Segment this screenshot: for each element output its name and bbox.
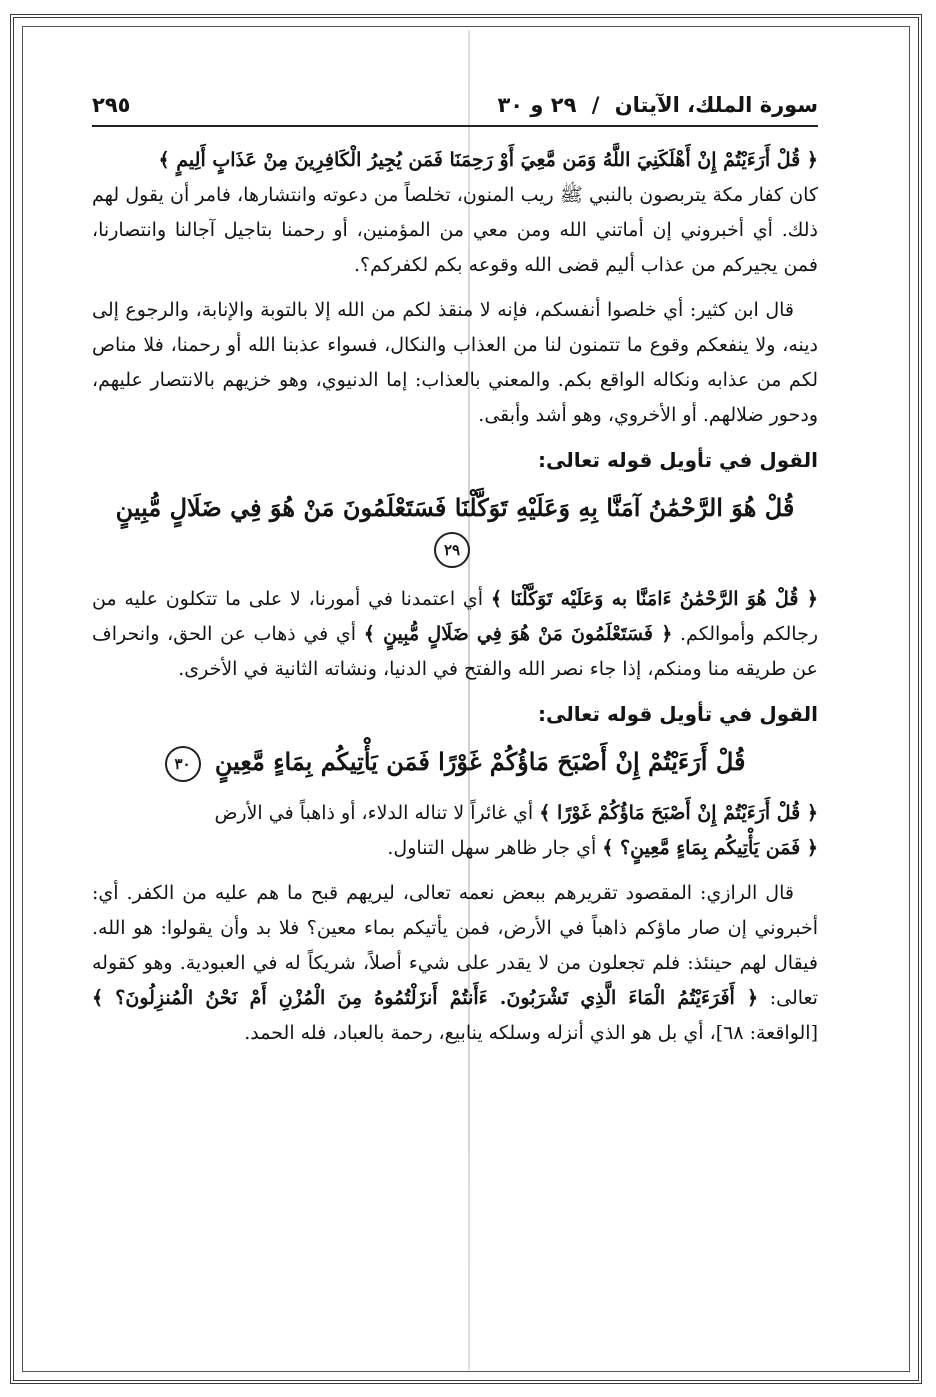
section-heading-29: القول في تأويل قوله تعالى:: [538, 448, 818, 472]
commentary-text: أي في ذهاب عن الحق، وانحراف عن طريقه منا ومنكم، إذا جاء نصر الله والفتح في الدنيا، ونشاته الثانية في الأخرى.: [92, 623, 818, 680]
verse-30: [92, 742, 818, 782]
paragraph-razi: [92, 876, 818, 1051]
verse-text: قُلْ هُوَ الرَّحْمَٰنُ آمَنَّا بِهِ وَعَلَيْهِ تَوَكَّلْنَا فَسَتَعْلَمُونَ مَنْ هُوَ فِي ضَلَالٍ مُّبِينٍ: [115, 493, 795, 522]
quran-quote: ﴿ أَفَرَءَيْتُمُ الْمَاءَ الَّذِي تَشْرَبُونَ. ءَأَنتُمْ أَنزَلْتُمُوهُ مِنَ الْمُزْنِ أَمْ نَحْنُ الْمُنزِلُونَ؟ ﴾: [92, 987, 759, 1009]
running-header: [92, 88, 818, 127]
quran-quote: ﴿ فَمَن يَأْتِيكُم بِمَاءٍ مَّعِينٍ؟ ﴾: [602, 837, 818, 859]
commentary-text: قال الرازي: المقصود تقريرهم ببعض نعمه تعالى، ليريهم قبح ما هم عليه من الكفر. أي: أخبروني إن صار ماؤكم ذاهباً في الأرض، فمن يأتيكم بماء معين؟ فلا بد وأن يقولوا: هو الله. فيقال لهم حينئذ: فلم تجعلون من لا يقدر على شيء أصلاً، شريكاً له في العبودية. وهو كقوله تعالى:: [92, 882, 818, 1009]
ayah-number-marker: ٣٠: [165, 746, 201, 782]
header-separator: /: [591, 93, 600, 117]
paragraph-29: [92, 582, 818, 687]
verse-range: ٢٩ و ٣٠: [497, 93, 577, 117]
paragraph-30: [92, 796, 818, 866]
paragraph-2: [92, 293, 818, 433]
quran-quote: ﴿ فَسَتَعْلَمُونَ مَنْ هُوَ فِي ضَلَالٍ مُّبِينٍ ﴾: [363, 623, 673, 645]
surah-reference: [الواقعة: ٦٨]،: [709, 1022, 818, 1044]
commentary-text: أي جار ظاهر سهل التناول.: [387, 837, 597, 859]
ayah-number-marker: ٢٩: [434, 532, 470, 568]
commentary-text: كان كفار مكة يتربصون بالنبي ﷺ ريب المنون، تخلصاً من دعوته وانتشارها، فامر أن يقول لهم ذلك. أي أخبروني إن أماتني الله ومن معي من المؤمنين، أو رحمنا بتاجيل آجالنا وانتصارنا، فمن يجيركم من عذاب أليم قضى الله وقوعه بكم لكفركم؟.: [92, 184, 818, 276]
quran-quote: ﴿ قُلْ أَرَءَيْتُمْ إِنْ أَصْبَحَ مَاؤُكُمْ غَوْرًا ﴾: [539, 802, 818, 824]
commentary-text: أي بل هو الذي أنزله وسلكه ينابيع، رحمة بالعباد، فله الحمد.: [244, 1022, 704, 1044]
quran-quote: ﴿ قُلْ أَرَءَيْتُمْ إِنْ أَهْلَكَنِيَ اللَّهُ وَمَن مَّعِيَ أَوْ رَحِمَنَا فَمَن يُجِيرُ الْكَافِرِينَ مِنْ عَذَابٍ أَلِيمٍ ﴾: [158, 149, 818, 171]
verse-text: قُلْ أَرَءَيْتُمْ إِنْ أَصْبَحَ مَاؤُكُمْ غَوْرًا فَمَن يَأْتِيكُم بِمَاءٍ مَّعِينٍ: [214, 747, 746, 776]
commentary-text: أي اعتمدنا في أمورنا، لا على ما تتكلون عليه من رجالكم وأموالكم.: [92, 588, 818, 645]
commentary-text: أي غائراً لا تناله الدلاء، أو ذاهباً في الأرض: [214, 802, 534, 824]
commentary-text: قال ابن كثير: أي خلصوا أنفسكم، فإنه لا منقذ لكم من الله إلا بالتوبة والإنابة، والرجوع إلى دينه، ولا ينفعكم وقوع ما تتمنون لنا من العذاب والنكال، فسواء عذبنا الله أو رحمنا، فلا مناص لكم من عذابه ونكاله الواقع بكم. والمعني بالعذاب: إما الدنيوي، وهو خزيهم بالانتصار عليهم، ودحور ضلالهم. أو الأخروي، وهو أشد وأبقى.: [92, 299, 818, 426]
page-number: ٢٩٥: [92, 93, 131, 117]
surah-name: سورة الملك، الآيتان: [614, 93, 818, 117]
section-heading-30: القول في تأويل قوله تعالى:: [538, 702, 818, 726]
paragraph-1: [92, 143, 818, 283]
book-page: [92, 88, 818, 1061]
verse-29: [92, 488, 818, 568]
quran-quote: ﴿ قُلْ هُوَ الرَّحْمَٰنُ ءَامَنَّا به وَعَلَيْه تَوَكَّلْنَا ﴾: [490, 588, 818, 610]
header-title: [497, 88, 818, 123]
